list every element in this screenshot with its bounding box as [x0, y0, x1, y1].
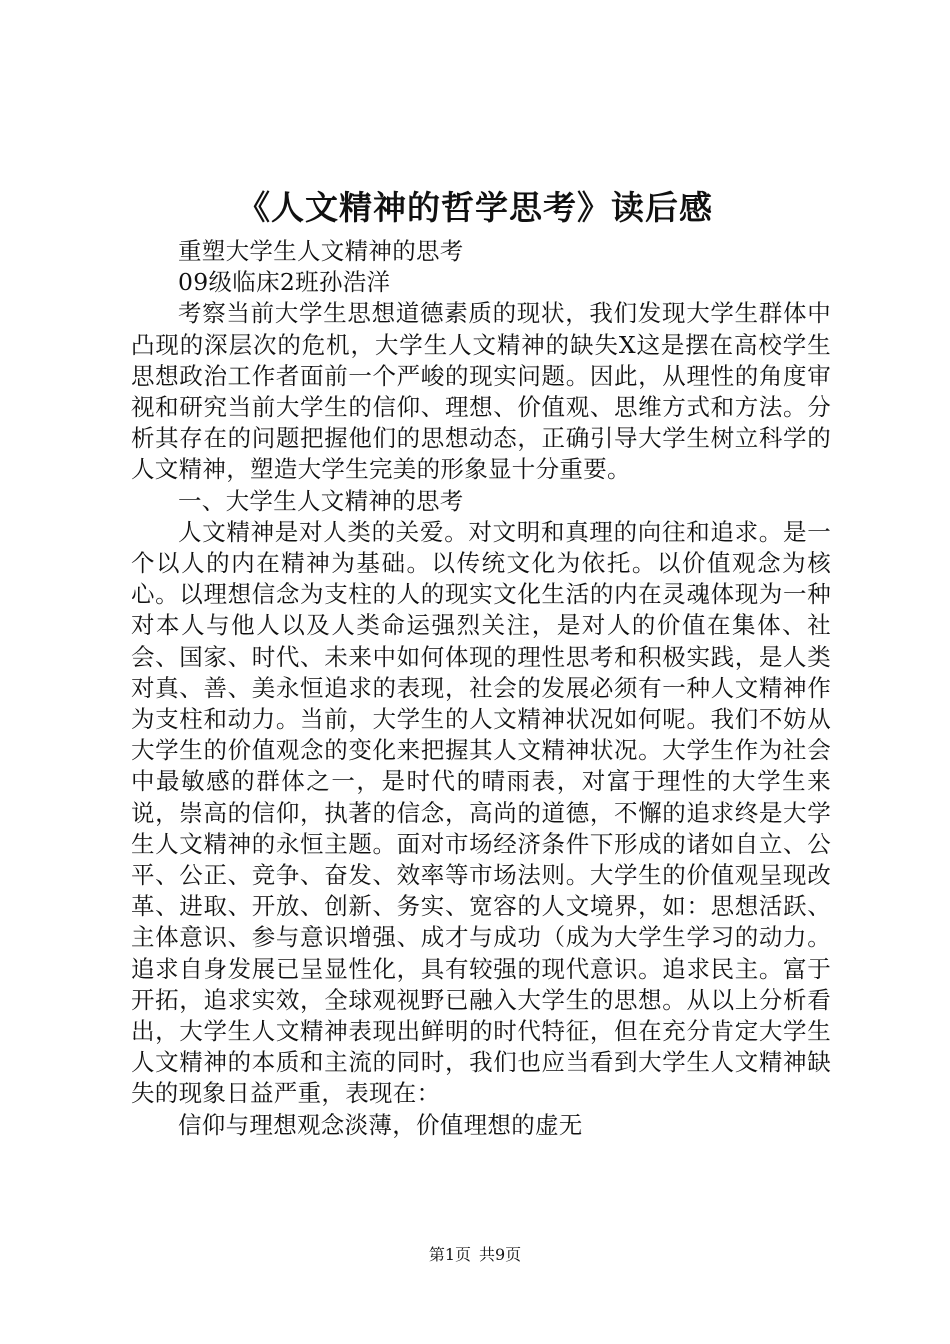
body-paragraph: 信仰与理想观念淡薄，价值理想的虚无	[178, 1110, 583, 1139]
page-total: 共9页	[479, 1245, 522, 1264]
page-number: 第1页	[428, 1245, 471, 1264]
body-paragraph: 考察当前大学生思想道德素质的现状，我们发现大学生群体中凸现的深层次的危机，大学生人文精神的缺失X这是摆在高校学生思想政治工作者面前一个严峻的现实问题。因此，从理性的角度审视和研究当前大学生的信仰、理想、价值观、思维方式和方法。分析其存在的问题把握他们的思想动态，正确引导大学生树立科学的人文精神，塑造大学生完美的形象显十分重要。	[131, 299, 831, 484]
body-paragraph: 人文精神是对人类的关爱。对文明和真理的向往和追求。是一个以人的内在精神为基础。以传统文化为依托。以价值观念为核心。以理想信念为支柱的人的现实文化生活的内在灵魂体现为一种对本人与他人以及人类命运强烈关注，是对人的价值在集体、社会、国家、时代、未来中如何体现的理性思考和积极实践，是人类对真、善、美永恒追求的表现，社会的发展必须有一种人文精神作为支柱和动力。当前，大学生的人文精神状况如何呢。我们不妨从大学生的价值观念的变化来把握其人文精神状况。大学生作为社会中最敏感的群体之一，是时代的晴雨表，对富于理性的大学生来说，崇高的信仰，执著的信念，高尚的道德，不懈的追求终是大学生人文精神的永恒主题。面对市场经济条件下形成的诸如自立、公平、公正、竞争、奋发、效率等市场法则。大学生的价值观呈现改革、进取、开放、创新、务实、宽容的人文境界，如：思想活跃、主体意识、参与意识增强、成才与成功（成为大学生学习的动力。追求自身发展已呈显性化，具有较强的现代意识。追求民主。富于开拓，追求实效，全球观视野已融入大学生的思想。从以上分析看出，大学生人文精神表现出鲜明的时代特征，但在充分肯定大学生人文精神的本质和主流的同时，我们也应当看到大学生人文精神缺失的现象日益严重，表现在：	[131, 517, 831, 1108]
page-footer	[0, 1243, 950, 1267]
document-body	[131, 236, 831, 1141]
author-line: 09级临床2班孙浩洋	[178, 268, 391, 297]
subtitle-paragraph: 重塑大学生人文精神的思考	[178, 237, 464, 265]
section-heading: 一、大学生人文精神的思考	[178, 486, 464, 515]
document-title: 《人文精神的哲学思考》读后感	[237, 188, 713, 227]
